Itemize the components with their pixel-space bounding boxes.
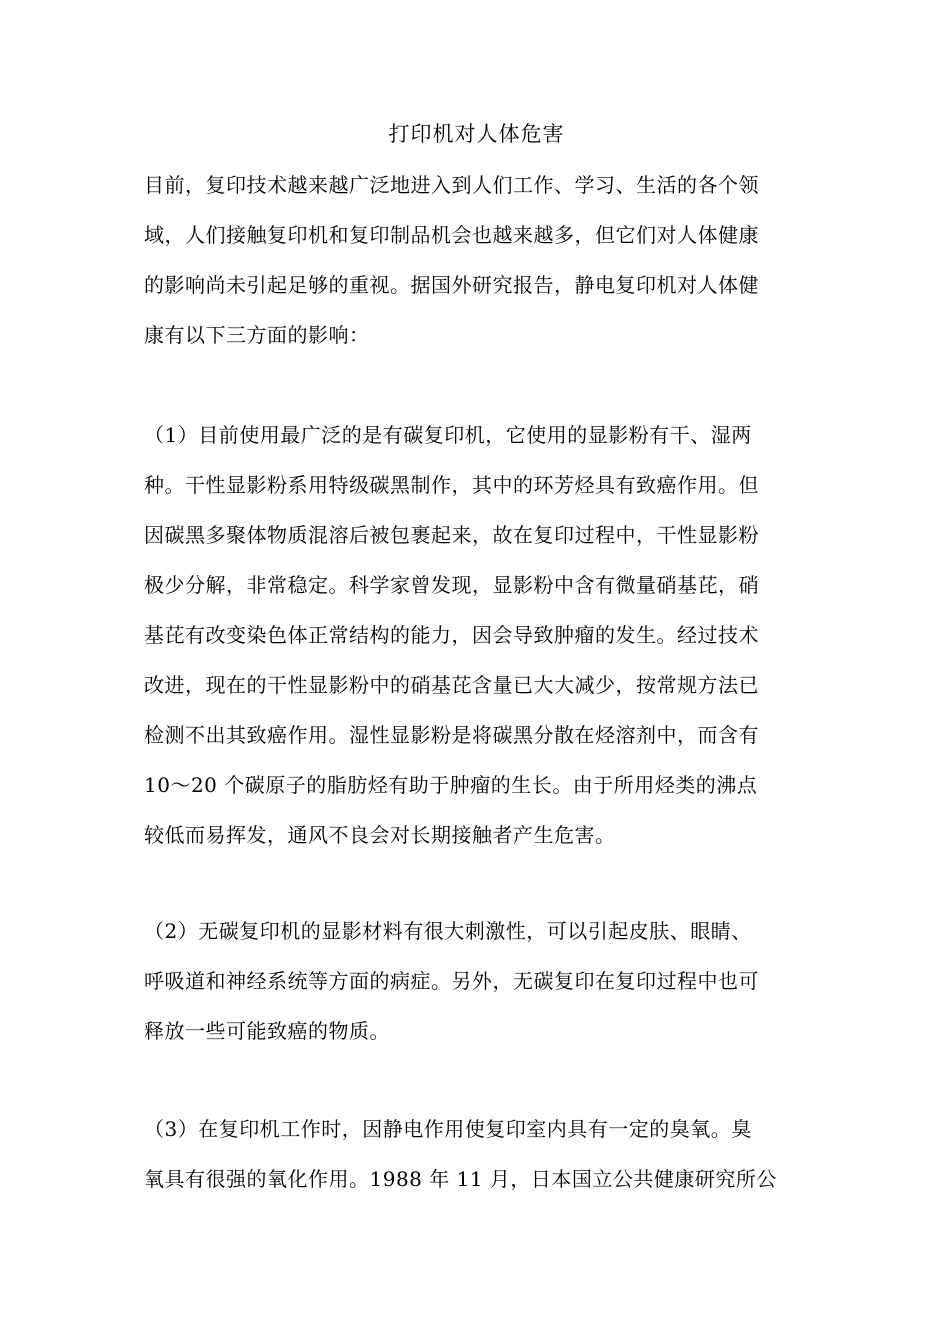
text-line: 目前，复印技术越来越广泛地进入到人们工作、学习、生活的各个领 xyxy=(144,173,759,197)
paragraph-item-2 xyxy=(144,906,809,1056)
text-line: 检测不出其致癌作用。湿性显影粉是将碳黑分散在烃溶剂中，而含有 xyxy=(144,723,759,747)
text-line: （2）无碳复印机的显影材料有很大刺激性，可以引起皮肤、眼睛、 xyxy=(144,919,752,943)
text-line: 域，人们接触复印机和复印制品机会也越来越多，但它们对人体健康 xyxy=(144,223,759,247)
text-line: 改进，现在的干性显影粉中的硝基芘含量已大大减少，按常规方法已 xyxy=(144,673,759,697)
text-line: 10～20 个碳原子的脂肪烃有助于肿瘤的生长。由于所用烃类的沸点 xyxy=(144,773,758,797)
paragraph-item-3 xyxy=(144,1104,809,1204)
text-line: （3）在复印机工作时，因静电作用使复印室内具有一定的臭氧。臭 xyxy=(144,1117,752,1141)
text-line: 的影响尚未引起足够的重视。据国外研究报告，静电复印机对人体健 xyxy=(144,273,759,297)
paragraph-item-1 xyxy=(144,410,809,860)
paragraph-intro xyxy=(144,160,809,360)
text-line: 种。干性显影粉系用特级碳黑制作，其中的环芳烃具有致癌作用。但 xyxy=(144,473,759,497)
text-line: （1）目前使用最广泛的是有碳复印机，它使用的显影粉有干、湿两 xyxy=(144,423,752,447)
document-title: 打印机对人体危害 xyxy=(388,122,565,146)
text-line: 氧具有很强的氧化作用。1988 年 11 月，日本国立公共健康研究所公 xyxy=(144,1167,777,1191)
text-line: 极少分解，非常稳定。科学家曾发现，显影粉中含有微量硝基芘，硝 xyxy=(144,573,759,597)
text-line: 呼吸道和神经系统等方面的病症。另外，无碳复印在复印过程中也可 xyxy=(144,969,759,993)
text-line: 释放一些可能致癌的物质。 xyxy=(144,1019,390,1043)
text-line: 基芘有改变染色体正常结构的能力，因会导致肿瘤的发生。经过技术 xyxy=(144,623,759,647)
text-line: 康有以下三方面的影响： xyxy=(144,323,370,347)
text-line: 较低而易挥发，通风不良会对长期接触者产生危害。 xyxy=(144,823,616,847)
text-line: 因碳黑多聚体物质混溶后被包裹起来，故在复印过程中，干性显影粉 xyxy=(144,523,759,547)
